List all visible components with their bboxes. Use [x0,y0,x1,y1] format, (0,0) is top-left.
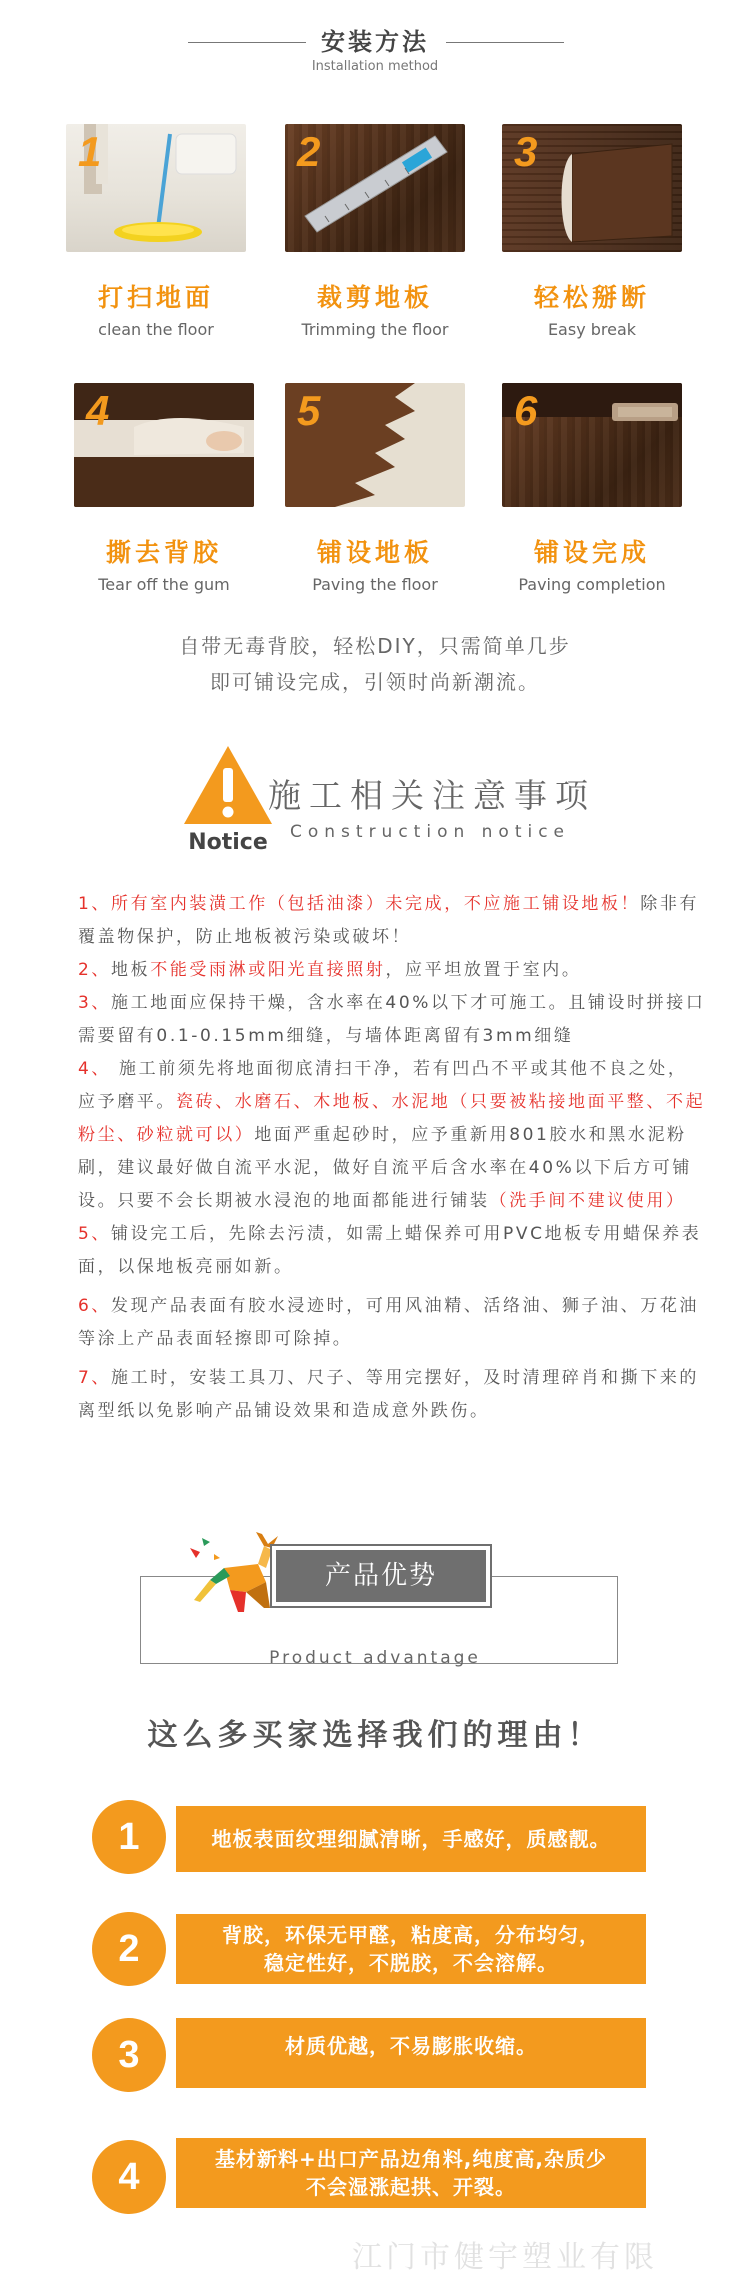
watermark: 江门市健宇塑业有限 [352,2240,658,2275]
item-text: 发现产品表面有胶水浸迹时，可用风油精、活络油、狮子油、万花油等涂上产品表面轻擦即可除掉。 [78,1296,700,1349]
reason-bar-3 [176,2018,646,2088]
reason-title: 这么多买家选择我们的理由！ [147,1718,603,1753]
item-number: 3、 [78,993,112,1013]
step-number: 1 [78,128,102,175]
reason-text: 稳定性好，不脱胶，不会溶解。 [264,1951,558,1975]
intro-line-1: 自带无毒背胶，轻松DIY，只需简单几步 [179,634,571,658]
trimming-photo [285,124,465,252]
install-step-2 [285,124,465,339]
reason-bar-4 [176,2138,646,2208]
step-number: 5 [297,387,321,434]
paving-photo [285,383,465,507]
notice-item-3 [78,987,706,1053]
install-title: 安装方法 [321,28,429,56]
reason-number-3: 3 [92,2018,166,2092]
item-number: 2、 [78,960,112,980]
item-text: 施工前须先将地面彻底清扫干净，若有凹凸不平或其他不良之处，应予磨平。 [78,1059,688,1112]
reason-text: 不会湿涨起拱、开裂。 [305,2175,516,2199]
reason-number-1: 1 [92,1800,166,1874]
item-highlight: 不能受雨淋或阳光直接照射 [150,960,386,980]
notice-item-4 [78,1053,706,1218]
item-text: 地板 [111,960,151,980]
reason-number-2: 2 [92,1912,166,1986]
reason-bar-2 [176,1914,646,1984]
advantage-title: 产品优势 [324,1561,437,1591]
clean-floor-photo [66,124,246,252]
item-number: 4、 [78,1059,112,1079]
step-subtitle: clean the floor [98,320,214,339]
notice-item-1 [78,888,706,954]
deer-logo-icon [186,1528,286,1624]
notice-badge: Notice [188,830,268,855]
install-step-1 [66,124,246,339]
install-step-4 [74,383,254,594]
install-header [0,22,750,74]
item-number: 7、 [78,1368,112,1388]
step-title: 撕去背胶 [105,538,222,567]
install-subtitle: Installation method [311,59,439,74]
step-number: 3 [514,128,538,175]
reason-number-4: 4 [92,2140,166,2214]
notice-list [78,888,706,1428]
item-text: 铺设完工后，先除去污渍，如需上蜡保养可用PVC地板专用蜡保养表面，以保地板亮丽如新。 [78,1224,702,1277]
item-highlight: 瓷砖、水磨石、木地板、水泥地（只要被粘接地面平整、不起粉尘、砂粒就可以） [78,1092,706,1145]
easy-break-photo [502,124,682,252]
item-highlight: （洗手间不建议使用） [489,1191,686,1211]
install-step-6 [502,383,682,594]
step-title: 铺设完成 [533,538,650,567]
reason-text: 材质优越，不易膨胀收缩。 [285,2034,537,2058]
reason-text: 背胶，环保无甲醛，粘度高，分布均匀， [222,1923,600,1947]
reason-text: 基材新料+出口产品边角料,纯度高,杂质少 [215,2147,607,2171]
step-number: 2 [297,128,321,175]
notice-subtitle: Construction notice [290,822,571,842]
step-title: 铺设地板 [316,538,433,567]
notice-item-6 [78,1290,706,1356]
item-text: 除非有覆盖物保护，防止地板被污染或破坏！ [78,894,700,947]
item-number: 6、 [78,1296,112,1316]
install-step-5 [285,383,465,594]
item-number: 5、 [78,1224,112,1244]
reason-bar-1 [176,1806,646,1872]
notice-item-2 [78,954,706,987]
step-title: 打扫地面 [97,283,214,312]
item-highlight: 所有室内装潢工作（包括油漆）未完成，不应施工铺设地板！ [111,894,641,914]
step-subtitle: Tear off the gum [98,575,230,594]
step-subtitle: Paving completion [518,575,666,594]
step-subtitle: Easy break [547,320,637,339]
step-subtitle: Trimming the floor [301,320,449,339]
install-step-3 [502,124,682,339]
item-text: 施工时，安装工具刀、尺子、等用完摆好，及时清理碎肖和撕下来的离型纸以免影响产品铺设效果和造成意外跌伤。 [78,1368,700,1421]
item-number: 1、 [78,894,112,914]
item-text: 地面严重起砂时，应予重新用801胶水和黑水泥粉刷，建议最好做自流平水泥，做好自流平后含水率在40%以下后方可铺设。只要不会长期被水浸泡的地面都能进行铺装 [78,1125,692,1211]
tear-gum-photo [74,383,254,507]
step-number: 6 [514,387,538,434]
item-text: 施工地面应保持干燥，含水率在40%以下才可施工。且铺设时拼接口需要留有0.1-0.15mm细缝，与墙体距离留有3mm细缝 [78,993,706,1046]
completion-photo [502,383,682,507]
step-number: 4 [86,387,110,434]
warning-icon [182,744,274,828]
notice-item-5 [78,1218,706,1284]
install-intro [0,628,750,700]
advantage-title-box [272,1546,490,1606]
advantage-subtitle: Product advantage [269,1648,481,1668]
reason-text: 地板表面纹理细腻清晰，手感好，质感靓。 [211,1827,611,1851]
item-text: ，应平坦放置于室内。 [385,960,582,980]
step-title: 轻松掰断 [533,283,650,312]
step-subtitle: Paving the floor [312,575,438,594]
step-title: 裁剪地板 [316,283,433,312]
notice-title: 施工相关注意事项 [268,776,596,815]
notice-item-7 [78,1362,706,1428]
intro-line-2: 即可铺设完成，引领时尚新潮流。 [210,670,540,694]
